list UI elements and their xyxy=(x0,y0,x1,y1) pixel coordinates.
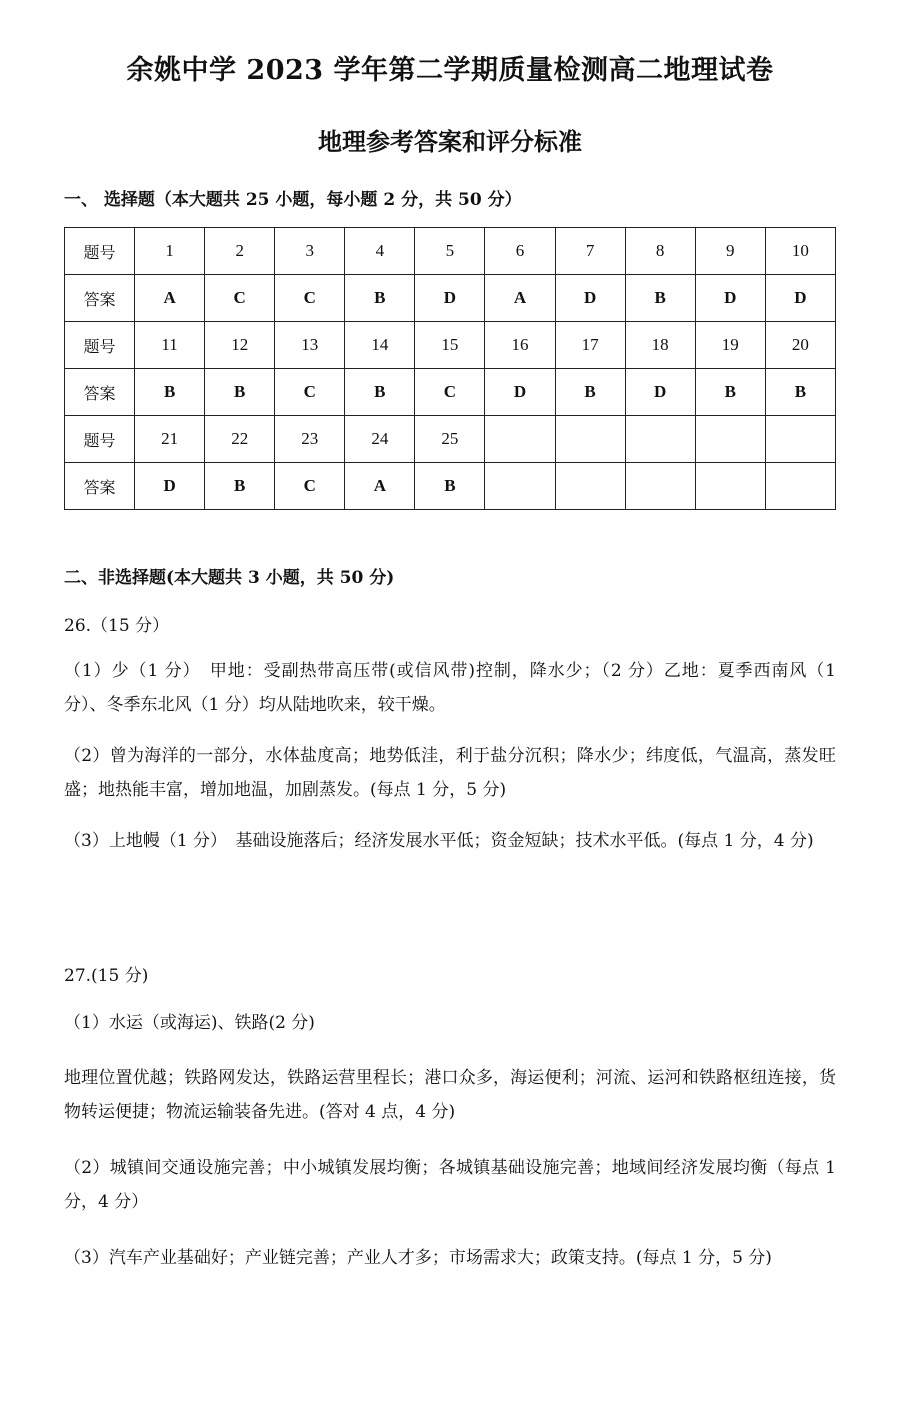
row-label-number: 题号 xyxy=(65,416,135,463)
answer-cell: D xyxy=(695,275,765,322)
question-number: 9 xyxy=(695,228,765,275)
question-26-label: 26.（15 分） xyxy=(64,616,170,636)
question-number: 10 xyxy=(765,228,835,275)
row-label-number: 题号 xyxy=(65,228,135,275)
answer-cell: A xyxy=(485,275,555,322)
answer-cell: B xyxy=(765,369,835,416)
question-number xyxy=(625,416,695,463)
question-27-label: 27.(15 分) xyxy=(64,966,149,986)
answer-cell: B xyxy=(345,275,415,322)
answer-cell xyxy=(555,463,625,510)
answer-cell: C xyxy=(275,275,345,322)
answer-cell: D xyxy=(765,275,835,322)
row-label-answer: 答案 xyxy=(65,463,135,510)
question-number: 17 xyxy=(555,322,625,369)
answer-cell: D xyxy=(415,275,485,322)
answer-cell: B xyxy=(345,369,415,416)
row-label-number: 题号 xyxy=(65,322,135,369)
answer-table xyxy=(64,227,836,510)
question-number: 23 xyxy=(275,416,345,463)
answer-cell: D xyxy=(625,369,695,416)
section1-heading: 一、 选择题（本大题共 25 小题，每小题 2 分，共 50 分） xyxy=(64,190,522,210)
answer-cell: A xyxy=(345,463,415,510)
document-title: 余姚中学 2023 学年第二学期质量检测高二地理试卷 xyxy=(126,55,774,86)
question-number: 21 xyxy=(135,416,205,463)
section2-heading: 二、非选择题(本大题共 3 小题，共 50 分) xyxy=(64,568,395,588)
question-27-explanation: 地理位置优越；铁路网发达，铁路运营里程长；港口众多，海运便利；河流、运河和铁路枢纽连接，货物转运便捷；物流运输装备先进。(答对 4 点，4 分) xyxy=(64,1068,836,1122)
answer-cell: C xyxy=(275,369,345,416)
answer-cell xyxy=(695,463,765,510)
question-27-part-3: （3）汽车产业基础好；产业链完善；产业人才多；市场需求大；政策支持。(每点 1 分，5 分) xyxy=(64,1248,772,1268)
question-number xyxy=(695,416,765,463)
question-27-part-1: （1）水运（或海运)、铁路(2 分) xyxy=(64,1013,315,1033)
question-26-part-3: （3）上地幔（1 分） 基础设施落后；经济发展水平低；资金短缺；技术水平低。(每点 1 分，4 分) xyxy=(64,831,814,851)
answer-cell: C xyxy=(205,275,275,322)
answer-cell: B xyxy=(135,369,205,416)
table-row xyxy=(65,416,836,463)
answer-cell: B xyxy=(415,463,485,510)
answer-cell xyxy=(765,463,835,510)
question-27-part-2: （2）城镇间交通设施完善；中小城镇发展均衡；各城镇基础设施完善；地域间经济发展均衡（每点 1 分，4 分） xyxy=(64,1158,836,1212)
question-number xyxy=(485,416,555,463)
question-number: 15 xyxy=(415,322,485,369)
question-number: 3 xyxy=(275,228,345,275)
answer-cell: D xyxy=(555,275,625,322)
table-row xyxy=(65,369,836,416)
question-number: 25 xyxy=(415,416,485,463)
answer-cell: B xyxy=(555,369,625,416)
question-26-part-2: （2）曾为海洋的一部分，水体盐度高；地势低洼，利于盐分沉积；降水少；纬度低，气温高，蒸发旺盛；地热能丰富，增加地温，加剧蒸发。(每点 1 分，5 分) xyxy=(64,746,836,800)
question-26-part-1: （1）少（1 分） 甲地：受副热带高压带(或信风带)控制，降水少；（2 分）乙地：夏季西南风（1 分）、冬季东北风（1 分）均从陆地吹来，较干燥。 xyxy=(64,661,836,715)
row-label-answer: 答案 xyxy=(65,369,135,416)
answer-cell: B xyxy=(695,369,765,416)
question-number: 5 xyxy=(415,228,485,275)
answer-cell: A xyxy=(135,275,205,322)
table-row xyxy=(65,275,836,322)
question-number: 8 xyxy=(625,228,695,275)
question-number xyxy=(765,416,835,463)
answer-cell: D xyxy=(135,463,205,510)
answer-cell: B xyxy=(205,463,275,510)
document-subtitle: 地理参考答案和评分标准 xyxy=(318,127,582,156)
question-number: 7 xyxy=(555,228,625,275)
answer-cell: C xyxy=(275,463,345,510)
question-number: 2 xyxy=(205,228,275,275)
question-number: 14 xyxy=(345,322,415,369)
question-number: 4 xyxy=(345,228,415,275)
question-number: 6 xyxy=(485,228,555,275)
question-number: 16 xyxy=(485,322,555,369)
answer-cell: D xyxy=(485,369,555,416)
table-row xyxy=(65,228,836,275)
row-label-answer: 答案 xyxy=(65,275,135,322)
question-number: 24 xyxy=(345,416,415,463)
answer-cell: B xyxy=(625,275,695,322)
question-number xyxy=(555,416,625,463)
answer-cell xyxy=(485,463,555,510)
question-number: 13 xyxy=(275,322,345,369)
question-number: 19 xyxy=(695,322,765,369)
table-row xyxy=(65,322,836,369)
question-number: 20 xyxy=(765,322,835,369)
answer-cell: C xyxy=(415,369,485,416)
answer-cell: B xyxy=(205,369,275,416)
answer-cell xyxy=(625,463,695,510)
question-number: 1 xyxy=(135,228,205,275)
question-number: 18 xyxy=(625,322,695,369)
question-number: 11 xyxy=(135,322,205,369)
question-number: 22 xyxy=(205,416,275,463)
table-row xyxy=(65,463,836,510)
question-number: 12 xyxy=(205,322,275,369)
